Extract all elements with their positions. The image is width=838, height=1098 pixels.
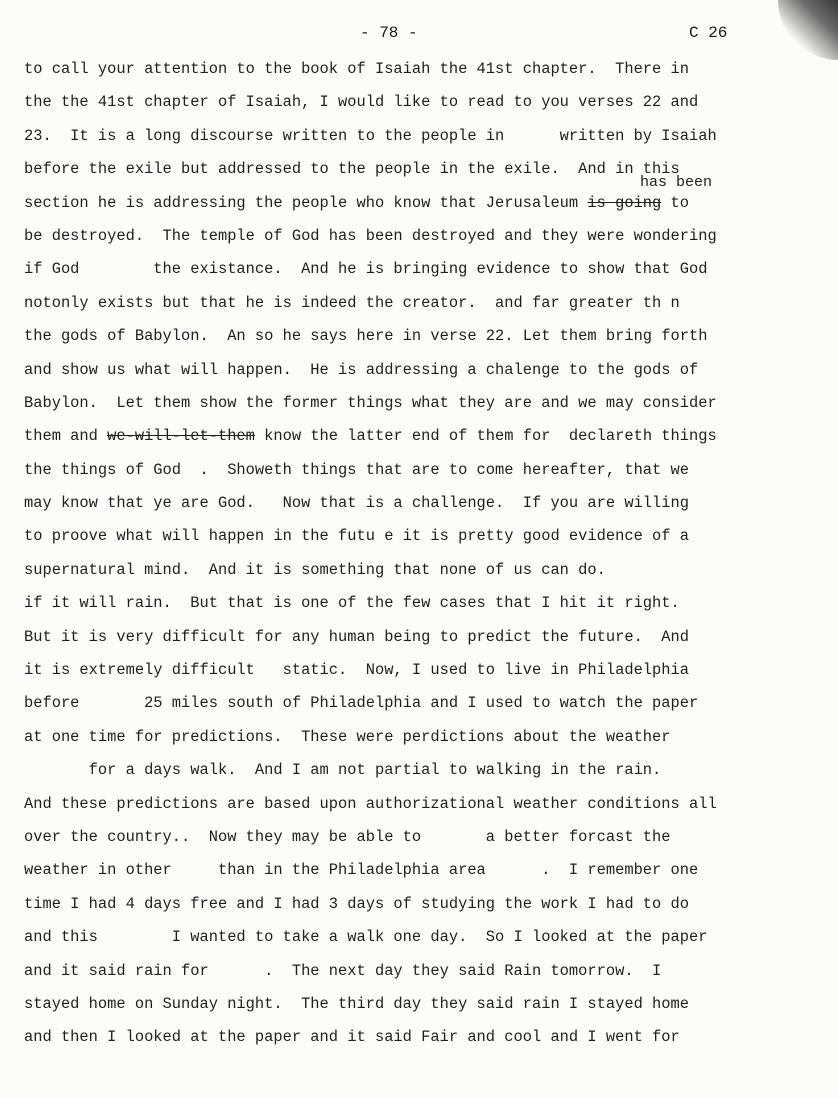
text-line: the the 41st chapter of Isaiah, I would like to read to you verses 22 and [24, 93, 699, 112]
text-line: for a days walk. And I am not partial to walking in the rain. [24, 761, 662, 780]
text-line: supernatural mind. And it is something that none of us can do. [24, 560, 606, 579]
text-line: to proove what will happen in the futu e it is pretty good evidence of a [24, 527, 689, 546]
text-line: at one time for predictions. These were perdictions about the weather [24, 727, 671, 746]
transcript-body [24, 59, 804, 1061]
line-segment: them and [24, 427, 108, 446]
text-line [24, 193, 804, 226]
text-line: stayed home on Sunday night. The third day they said rain I stayed home [24, 994, 689, 1013]
text-line: But it is very difficult for any human being to predict the future. And [24, 627, 689, 646]
text-line: Babylon. Let them show the former things what they are and we may consider [24, 393, 717, 412]
text-line: notonly exists but that he is indeed the creator. and far greater th n [24, 293, 680, 312]
text-line: and it said rain for . The next day they said Rain tomorrow. I [24, 961, 662, 980]
text-line: if God the existance. And he is bringing evidence to show that God [24, 260, 708, 279]
text-line [24, 426, 804, 459]
line-segment: know the latter end of them for declareth things [254, 427, 717, 446]
text-line: over the country.. Now they may be able to a better forcast the [24, 827, 671, 846]
text-line: and show us what will happen. He is addressing a chalenge to the gods of [24, 360, 699, 379]
text-line: be destroyed. The temple of God has been destroyed and they were wondering [24, 226, 717, 245]
text-line: if it will rain. But that is one of the few cases that I hit it right. [24, 594, 680, 613]
struck-text: we-will-let-them [107, 427, 255, 446]
struck-text: is going [587, 193, 662, 212]
text-line: the things of God . Showeth things that are to come hereafter, that we [24, 460, 689, 479]
text-line: the gods of Babylon. An so he says here in verse 22. Let them bring forth [24, 327, 708, 346]
line-segment: to [661, 193, 689, 212]
text-line: weather in other than in the Philadelphia area . I remember one [24, 861, 699, 880]
text-line: before 25 miles south of Philadelphia and I used to watch the paper [24, 694, 699, 713]
text-line: and this I wanted to take a walk one day. So I looked at the paper [24, 928, 708, 947]
text-line: may know that ye are God. Now that is a challenge. If you are willing [24, 494, 689, 513]
text-line: 23. It is a long discourse written to the people in written by Isaiah [24, 126, 717, 145]
text-line: and then I looked at the paper and it said Fair and cool and I went for [24, 1028, 680, 1047]
handwritten-insertion: has been [640, 174, 713, 191]
page-code: C 26 [689, 24, 728, 42]
text-line: to call your attention to the book of Isaiah the 41st chapter. There in [24, 60, 689, 78]
line-segment: section he is addressing the people who know that Jerusaleum [24, 193, 588, 212]
text-line: And these predictions are based upon authorizational weather conditions all [24, 794, 717, 813]
scan-edge-shadow [778, 0, 838, 60]
text-line: before the exile but addressed to the people in the exile. And in this [24, 160, 680, 179]
page-number: - 78 - [360, 24, 418, 42]
text-line: it is extremely difficult static. Now, I used to live in Philadelphia [24, 661, 689, 680]
text-line: time I had 4 days free and I had 3 days of studying the work I had to do [24, 894, 689, 913]
